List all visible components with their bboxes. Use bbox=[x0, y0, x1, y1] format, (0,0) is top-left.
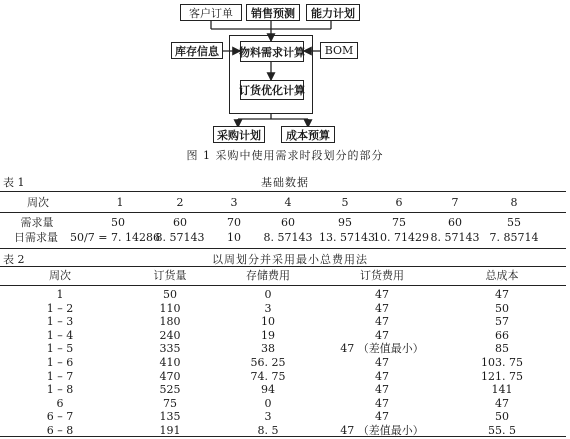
demand-cell: 75 bbox=[392, 216, 406, 229]
demand-cell: 60 bbox=[173, 216, 187, 229]
table-cell: 47 bbox=[375, 288, 389, 301]
row-header: 日需求量 bbox=[14, 231, 58, 244]
table-cell: 3 bbox=[264, 301, 272, 315]
table-cell: 66 bbox=[495, 328, 509, 342]
table-row bbox=[0, 370, 570, 384]
column-header: 总成本 bbox=[485, 269, 519, 282]
table-row bbox=[0, 302, 570, 316]
sales-forecast-box: 销售预测 bbox=[246, 4, 300, 21]
daily-demand-cell: 8. 57143 bbox=[155, 231, 205, 244]
table2-header-row bbox=[0, 268, 570, 284]
table2-header-rule bbox=[0, 285, 566, 286]
table-row bbox=[0, 288, 570, 302]
week-cell: 2 bbox=[176, 196, 184, 209]
table1-label: 表 1 bbox=[3, 176, 25, 189]
daily-demand-cell: 10 bbox=[227, 231, 241, 244]
table-cell: 1 – 5 bbox=[46, 342, 74, 356]
week-cell: 6 bbox=[395, 196, 403, 209]
week-cell: 3 bbox=[230, 196, 238, 209]
table-cell: 1 – 8 bbox=[46, 383, 74, 397]
table-cell: 121. 75 bbox=[481, 369, 523, 383]
table-row bbox=[0, 315, 570, 329]
demand-cell: 60 bbox=[448, 216, 462, 229]
column-header: 存储费用 bbox=[246, 269, 290, 282]
table-cell: 103. 75 bbox=[481, 356, 523, 369]
column-header: 周次 bbox=[49, 269, 71, 282]
table-cell: 6 bbox=[56, 396, 64, 410]
table-cell: 47 bbox=[375, 328, 389, 342]
table2-top-rule bbox=[0, 266, 566, 267]
table-cell: 50 bbox=[495, 410, 509, 424]
table-row bbox=[0, 329, 570, 343]
order-optimization-box: 订货优化计算 bbox=[240, 80, 304, 100]
table-row bbox=[0, 383, 570, 397]
daily-demand-cell: 13. 57143 bbox=[319, 231, 375, 244]
table1-demand-row bbox=[0, 215, 570, 231]
table-cell: 47 bbox=[495, 288, 509, 301]
table-cell: 75 bbox=[163, 396, 177, 410]
cost-budget-box: 成本预算 bbox=[281, 126, 335, 143]
daily-demand-cell: 8. 57143 bbox=[430, 231, 480, 244]
table-cell: 10 bbox=[261, 315, 275, 329]
table-cell: 3 bbox=[264, 410, 272, 424]
table-cell: 47 （差值最小） bbox=[340, 424, 424, 437]
column-header: 订货量 bbox=[153, 269, 187, 282]
table-cell: 38 bbox=[261, 342, 275, 356]
table-cell: 19 bbox=[261, 328, 275, 342]
mrp-calculation-box: 物料需求计算 bbox=[240, 41, 304, 62]
customer-orders-box: 客户订单 bbox=[180, 4, 242, 21]
inventory-info-box: 库存信息 bbox=[171, 42, 223, 59]
table-cell: 94 bbox=[261, 383, 275, 397]
table-row bbox=[0, 410, 570, 424]
demand-cell: 60 bbox=[281, 216, 295, 229]
table-cell: 470 bbox=[159, 369, 181, 383]
daily-demand-cell: 8. 57143 bbox=[263, 231, 313, 244]
table-cell: 135 bbox=[159, 410, 181, 424]
column-header: 订货费用 bbox=[360, 269, 404, 282]
week-cell: 8 bbox=[510, 196, 518, 209]
table1-week-row bbox=[0, 195, 570, 211]
table-cell: 410 bbox=[159, 356, 181, 369]
demand-cell: 70 bbox=[227, 216, 241, 229]
row-header: 需求量 bbox=[20, 216, 54, 229]
table-cell: 0 bbox=[264, 396, 272, 410]
table1-top-rule bbox=[0, 191, 566, 192]
table2-title: 以周划分并采用最小总费用法 bbox=[212, 253, 368, 266]
table1-title: 基础数据 bbox=[261, 176, 309, 189]
week-cell: 7 bbox=[451, 196, 459, 209]
table-cell: 1 – 2 bbox=[46, 301, 74, 315]
table-cell: 47 bbox=[375, 301, 389, 315]
table-cell: 1 – 6 bbox=[46, 356, 74, 369]
table-cell: 335 bbox=[159, 342, 181, 356]
table-cell: 47 bbox=[375, 410, 389, 424]
table2-bottom-rule bbox=[0, 436, 566, 437]
table1-daily-row bbox=[0, 230, 570, 246]
table-cell: 47 bbox=[375, 383, 389, 397]
figure-caption: 图 1 采购中使用需求时段划分的部分 bbox=[186, 149, 384, 162]
table-cell: 6 – 7 bbox=[46, 410, 74, 424]
table-cell: 47 bbox=[375, 356, 389, 369]
table-cell: 47 bbox=[495, 396, 509, 410]
week-cell: 1 bbox=[116, 196, 124, 209]
table-cell: 191 bbox=[159, 424, 181, 437]
table-cell: 50 bbox=[163, 288, 177, 301]
bom-box: BOM bbox=[320, 42, 358, 59]
table-cell: 525 bbox=[159, 383, 181, 397]
table-cell: 8. 5 bbox=[257, 424, 279, 437]
table-cell: 47 bbox=[375, 315, 389, 329]
table-row bbox=[0, 342, 570, 356]
demand-cell: 55 bbox=[507, 216, 521, 229]
table-cell: 180 bbox=[159, 315, 181, 329]
row-header: 周次 bbox=[27, 196, 49, 209]
table-cell: 0 bbox=[264, 288, 272, 301]
table-cell: 56. 25 bbox=[250, 356, 286, 369]
week-cell: 4 bbox=[284, 196, 292, 209]
table-cell: 47 （差值最小） bbox=[340, 342, 424, 356]
table-cell: 47 bbox=[375, 396, 389, 410]
table1-header-rule bbox=[0, 212, 566, 213]
table-cell: 57 bbox=[495, 315, 509, 329]
daily-demand-cell: 10. 71429 bbox=[373, 231, 429, 244]
table-row bbox=[0, 356, 570, 370]
table-cell: 47 bbox=[375, 369, 389, 383]
table-cell: 50 bbox=[495, 301, 509, 315]
table-row bbox=[0, 397, 570, 411]
table-cell: 1 bbox=[56, 288, 64, 301]
table-cell: 1 – 3 bbox=[46, 315, 74, 329]
demand-cell: 95 bbox=[338, 216, 352, 229]
daily-demand-cell: 7. 85714 bbox=[489, 231, 539, 244]
purchase-plan-box: 采购计划 bbox=[213, 126, 265, 143]
table-cell: 74. 75 bbox=[250, 369, 286, 383]
table-cell: 1 – 4 bbox=[46, 328, 74, 342]
table2-label: 表 2 bbox=[3, 253, 25, 266]
daily-demand-cell: 50/7 = 7. 14286 bbox=[70, 231, 160, 244]
capacity-plan-box: 能力计划 bbox=[306, 4, 360, 21]
table-cell: 55. 5 bbox=[488, 424, 516, 437]
table-cell: 85 bbox=[495, 342, 509, 356]
table1-bottom-rule bbox=[0, 248, 566, 249]
table-cell: 240 bbox=[159, 328, 181, 342]
table-cell: 6 – 8 bbox=[46, 424, 74, 437]
demand-cell: 50 bbox=[111, 216, 125, 229]
table-cell: 141 bbox=[491, 383, 513, 397]
table-cell: 110 bbox=[159, 301, 181, 315]
week-cell: 5 bbox=[341, 196, 349, 209]
table-cell: 1 – 7 bbox=[46, 369, 74, 383]
